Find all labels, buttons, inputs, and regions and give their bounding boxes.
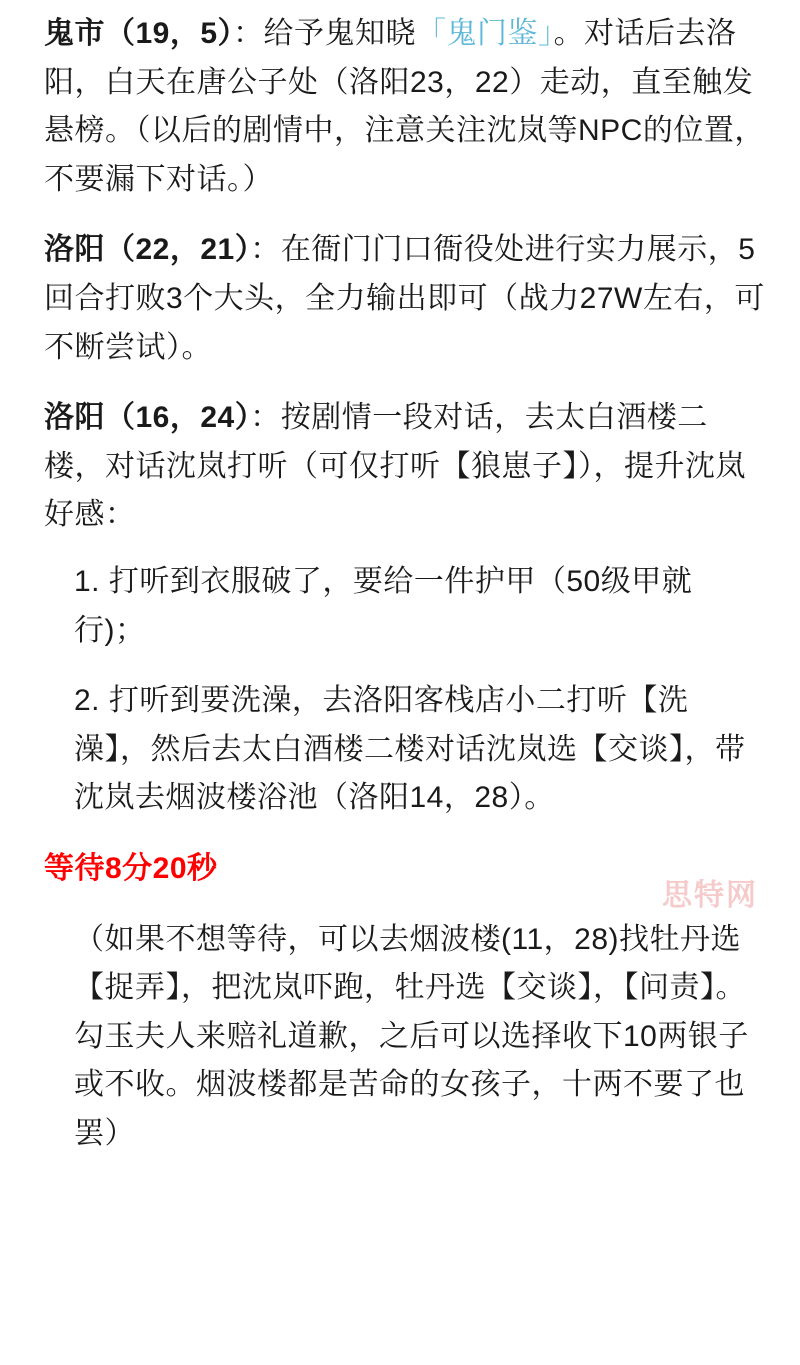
paragraph-ghost-market — [44, 10, 766, 204]
paragraph-alternative — [74, 916, 760, 1159]
paragraph-step-2 — [74, 677, 760, 823]
paragraph-luoyang-16-24 — [44, 394, 766, 540]
paragraph-luoyang-22-21 — [44, 226, 766, 372]
item-name-ghost-gate-mirror: 「鬼门鉴」 — [416, 17, 554, 50]
text-luoyang-22-21: ：在衙门门口衙役处进行实力展示，5回合打败3个大头，全力输出即可（战力27W左右，可不断尝试）。 — [44, 233, 765, 364]
watermark: 思特网 — [662, 879, 758, 912]
text-ghost-market-a: ：给予鬼知晓 — [233, 17, 417, 50]
location-label-ghost-market: 鬼市（19，5） — [44, 17, 234, 50]
wait-time-label: 等待8分20秒 — [44, 851, 218, 885]
paragraph-wait-time — [44, 845, 766, 894]
location-label-luoyang-16-24: 洛阳（16，24） — [44, 401, 251, 435]
paragraph-step-1 — [74, 558, 760, 655]
text-step-2: 2. 打听到要洗澡，去洛阳客栈店小二打听【洗澡】，然后去太白酒楼二楼对话沈岚选【交谈】，带沈岚去烟波楼浴池（洛阳14，28）。 — [74, 684, 746, 815]
text-step-1: 1. 打听到衣服破了，要给一件护甲（50级甲就行)； — [74, 564, 693, 647]
text-luoyang-16-24: ：按剧情一段对话，去太白酒楼二楼，对话沈岚打听（可仅打听【狼崽子】），提升沈岚好感： — [44, 401, 746, 532]
text-alternative: （如果不想等待，可以去烟波楼(11，28)找牡丹选【捉弄】，把沈岚吓跑，牡丹选【交谈】，【问责】。勾玉夫人来赔礼道歉，之后可以选择收下10两银子或不收。烟波楼都是苦命的女孩子，十两不要了也罢） — [74, 922, 749, 1150]
text-ghost-market-b: 。对话后去洛阳，白天在唐公子处（洛阳23，22）走动，直至触发悬榜。（以后的剧情中，注意关注沈岚等NPC的位置，不要漏下对话。） — [44, 17, 765, 196]
location-label-luoyang-22-21: 洛阳（22，21） — [44, 233, 251, 267]
